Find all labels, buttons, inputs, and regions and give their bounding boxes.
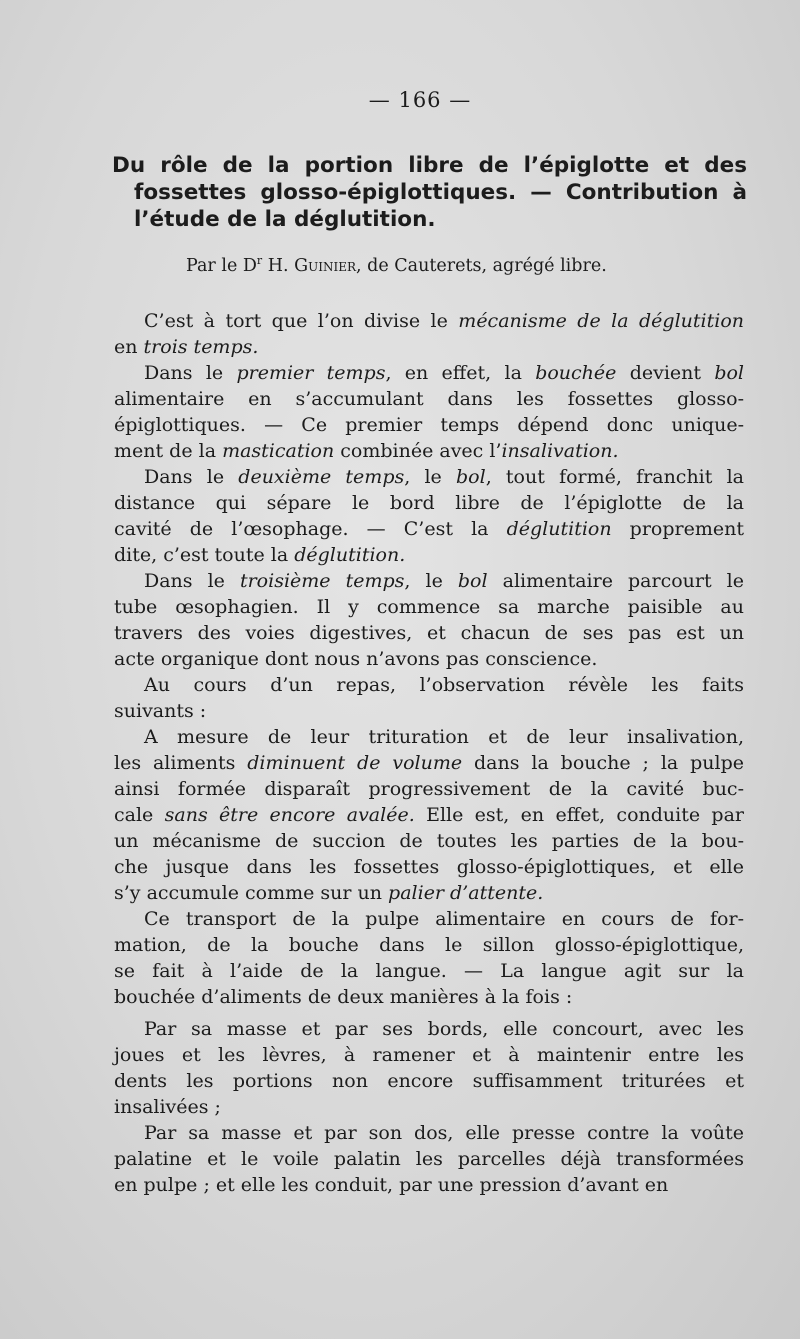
- body-line: épiglottiques. — Ce premier temps dépend donc unique-: [114, 414, 744, 436]
- body-line: les aliments diminuent de volume dans la bouche ; la pulpe: [114, 752, 745, 774]
- body-line: bouchée d’aliments de deux manières à la fois :: [114, 986, 573, 1008]
- body-line: dents les portions non encore suffisamment triturées et: [114, 1070, 744, 1092]
- body-line: en pulpe ; et elle les conduit, par une pression d’avant en: [114, 1174, 669, 1196]
- body-line: en trois temps.: [114, 336, 259, 358]
- body-line: Par sa masse et par son dos, elle presse contre la voûte: [144, 1122, 744, 1144]
- body-line: A mesure de leur trituration et de leur insalivation,: [144, 726, 744, 748]
- body-line: Dans le premier temps, en effet, la bouchée devient bol: [144, 362, 745, 384]
- body-line: Au cours d’un repas, l’observation révèle les faits: [144, 674, 744, 696]
- body-line: Par sa masse et par ses bords, elle concourt, avec les: [144, 1018, 744, 1040]
- body-line: tube œsophagien. Il y commence sa marche paisible au: [114, 596, 744, 618]
- page-number: — 166 —: [368, 88, 472, 112]
- body-line: ment de la mastication combinée avec l’insalivation.: [114, 440, 619, 462]
- title-line-1: Du rôle de la portion libre de l’épiglotte et des: [112, 153, 747, 178]
- body-line: travers des voies digestives, et chacun de ses pas est un: [114, 622, 744, 644]
- body-line: un mécanisme de succion de toutes les parties de la bou-: [114, 830, 744, 852]
- body-line: Dans le deuxième temps, le bol, tout formé, franchit la: [144, 466, 744, 488]
- byline-superscript: r: [256, 254, 263, 267]
- body-text: [114, 308, 744, 1198]
- body-line: ainsi formée disparaît progressivement de la cavité buc-: [114, 778, 744, 800]
- body-line: se fait à l’aide de la langue. — La langue agit sur la: [114, 960, 744, 982]
- body-line: mation, de la bouche dans le sillon glosso-épiglottique,: [114, 934, 744, 956]
- body-line: joues et les lèvres, à ramener et à maintenir entre les: [114, 1044, 744, 1066]
- body-line: suivants :: [114, 700, 207, 722]
- title-line-2: fossettes glosso-épiglottiques. — Contribution à: [134, 180, 747, 205]
- body-line: C’est à tort que l’on divise le mécanisme de la déglutition: [144, 310, 745, 332]
- body-line: cale sans être encore avalée. Elle est, en effet, conduite par: [114, 804, 744, 826]
- body-line: s’y accumule comme sur un palier d’attente.: [114, 882, 544, 904]
- body-line: che jusque dans les fossettes glosso-épiglottiques, et elle: [114, 856, 744, 878]
- body-line: dite, c’est toute la déglutition.: [114, 544, 406, 566]
- body-line: insalivées ;: [114, 1096, 221, 1118]
- byline-prefix: Par le D: [186, 255, 257, 276]
- article-title: [112, 152, 747, 233]
- title-line-3: l’étude de la déglutition.: [134, 207, 436, 232]
- body-line: distance qui sépare le bord libre de l’épiglotte de la: [114, 492, 744, 514]
- byline-author: H. Guinier: [262, 255, 356, 276]
- body-line: Ce transport de la pulpe alimentaire en cours de for-: [144, 908, 744, 930]
- byline-affiliation: , de Cauterets, agrégé libre.: [356, 255, 607, 276]
- body-line: Dans le troisième temps, le bol alimentaire parcourt le: [144, 570, 744, 592]
- body-line: palatine et le voile palatin les parcelles déjà transformées: [114, 1148, 744, 1170]
- body-line: alimentaire en s’accumulant dans les fossettes glosso-: [114, 388, 744, 410]
- body-line: cavité de l’œsophage. — C’est la déglutition proprement: [114, 518, 744, 540]
- body-line: acte organique dont nous n’avons pas conscience.: [114, 648, 598, 670]
- byline: [186, 254, 666, 276]
